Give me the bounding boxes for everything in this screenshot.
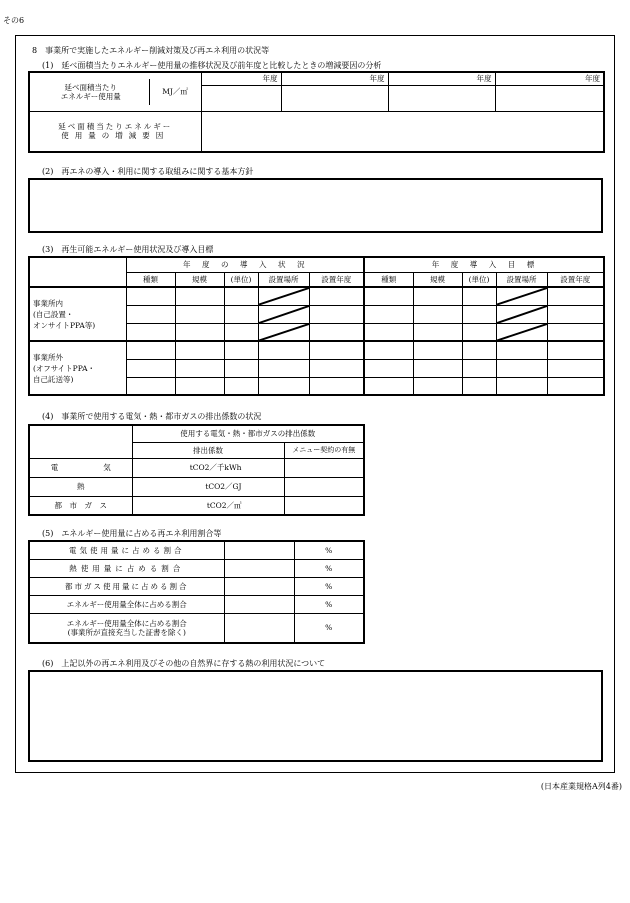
- s3-group-current: 年 度 の 導 入 状 況: [126, 257, 364, 272]
- s3-cell[interactable]: [175, 287, 224, 305]
- s3-cell[interactable]: [547, 305, 604, 323]
- s3-col-type: 種類: [126, 272, 175, 287]
- s5-val-heat[interactable]: [224, 559, 294, 577]
- s3-col-location-t: 設置場所: [496, 272, 547, 287]
- s3-cell[interactable]: [462, 305, 496, 323]
- s3-cell[interactable]: [462, 359, 496, 377]
- s3-cell[interactable]: [258, 359, 309, 377]
- s3-cell[interactable]: [364, 377, 413, 395]
- s5-title: (5) エネルギー使用量に占める再エネ利用割合等: [42, 529, 222, 538]
- s4-unit-electricity[interactable]: tCO2／千kWh: [132, 458, 284, 477]
- s3-cell[interactable]: [364, 323, 413, 341]
- s3-cell[interactable]: [175, 359, 224, 377]
- s4-title: (4) 事業所で使用する電気・熱・都市ガスの排出係数の状況: [42, 412, 262, 421]
- s3-diag-cell: [258, 305, 309, 323]
- s5-pct-electricity: %: [294, 541, 364, 559]
- s3-onsite-l3: オンサイトPPA等): [33, 320, 96, 330]
- s3-cell[interactable]: [126, 377, 175, 395]
- s3-cell[interactable]: [175, 323, 224, 341]
- s1-row1-label-l2: エネルギー使用量: [60, 91, 121, 101]
- s3-cell[interactable]: [224, 305, 258, 323]
- s4-unit-citygas[interactable]: tCO2／㎥: [132, 496, 284, 515]
- s3-cell[interactable]: [462, 287, 496, 305]
- s1-table: [28, 71, 605, 153]
- s3-cell[interactable]: [175, 341, 224, 359]
- s3-cell[interactable]: [175, 305, 224, 323]
- s3-onsite-l2: (自己設置・: [33, 309, 74, 319]
- s4-table: [28, 424, 365, 516]
- s2-policy-box[interactable]: [28, 178, 603, 233]
- s6-title: (6) 上記以外の再エネ利用及びその他の自然界に存する熱の利用状況について: [42, 659, 326, 668]
- s5-total-excl-l1: エネルギー使用量全体に占める割合: [66, 618, 187, 628]
- s3-col-unit: (単位): [224, 272, 258, 287]
- s6-usage-box[interactable]: [28, 670, 603, 762]
- s3-cell[interactable]: [496, 377, 547, 395]
- s3-table: [28, 256, 605, 396]
- s3-diag-cell: [258, 323, 309, 341]
- s4-menu-citygas[interactable]: [284, 496, 364, 515]
- s3-col-location: 設置場所: [258, 272, 309, 287]
- s3-cell[interactable]: [309, 377, 364, 395]
- s5-pct-citygas: %: [294, 577, 364, 595]
- s3-cell[interactable]: [413, 305, 462, 323]
- s5-row-electricity: 電気使用量に占める割合: [29, 541, 224, 559]
- s4-row-electricity: 電 気: [29, 458, 132, 477]
- s3-row-onsite-label: [29, 287, 126, 341]
- s4-row-citygas: 都 市 ガ ス: [29, 496, 132, 515]
- s3-cell[interactable]: [547, 377, 604, 395]
- s3-cell[interactable]: [309, 341, 364, 359]
- s3-cell[interactable]: [413, 323, 462, 341]
- s2-title: (2) 再エネの導入・利用に関する取組みに関する基本方針: [42, 167, 254, 176]
- s5-table: [28, 540, 365, 644]
- s1-row2-label: [29, 111, 201, 152]
- s3-cell[interactable]: [547, 359, 604, 377]
- s3-cell[interactable]: [224, 341, 258, 359]
- s3-cell[interactable]: [126, 359, 175, 377]
- s1-factor-analysis[interactable]: [201, 111, 604, 152]
- s3-cell[interactable]: [309, 323, 364, 341]
- s4-col-factor: 排出係数: [132, 442, 284, 458]
- s3-cell[interactable]: [126, 323, 175, 341]
- s4-menu-electricity[interactable]: [284, 458, 364, 477]
- s4-col-menu: メニュー契約の有無: [284, 442, 364, 458]
- footer-note: (日本産業規格A列4番): [540, 782, 622, 791]
- s1-val-4[interactable]: [495, 85, 604, 111]
- s3-col-unit-t: (単位): [462, 272, 496, 287]
- s3-cell[interactable]: [309, 287, 364, 305]
- s3-onsite-l1: 事業所内: [33, 298, 63, 308]
- s3-offsite-l1: 事業所外: [33, 352, 63, 362]
- s3-cell[interactable]: [547, 341, 604, 359]
- s3-offsite-l2: (オフサイトPPA・: [33, 363, 95, 373]
- s5-row-total-excl: [29, 613, 224, 643]
- s3-col-year-t: 設置年度: [547, 272, 604, 287]
- s1-val-1[interactable]: [201, 85, 281, 111]
- s3-cell[interactable]: [413, 377, 462, 395]
- s1-row2-label-l1: 延べ面積当たりエネルギー: [58, 122, 173, 132]
- s1-row1-unit: MJ／㎡: [149, 79, 201, 105]
- s5-row-heat: 熱使用量に占める割合: [29, 559, 224, 577]
- s3-cell[interactable]: [364, 359, 413, 377]
- s3-cell[interactable]: [224, 377, 258, 395]
- s1-year-1: 年度: [201, 72, 281, 85]
- s3-cell[interactable]: [462, 323, 496, 341]
- s4-corner: [29, 425, 132, 458]
- s3-cell[interactable]: [309, 359, 364, 377]
- s5-row-total: エネルギー使用量全体に占める割合: [29, 595, 224, 613]
- s1-title: (1) 延べ面積当たりエネルギー使用量の推移状況及び前年度と比較したときの増減要因の分析: [42, 61, 382, 70]
- s3-title: (3) 再生可能エネルギー使用状況及び導入目標: [42, 245, 214, 254]
- s3-col-year: 設置年度: [309, 272, 364, 287]
- s5-pct-heat: %: [294, 559, 364, 577]
- s5-pct-total: %: [294, 595, 364, 613]
- s3-row-offsite-label: [29, 341, 126, 395]
- s3-cell[interactable]: [309, 305, 364, 323]
- s5-total-excl-l2: (事業所が直接充当した証書を除く): [67, 627, 186, 637]
- s3-cell[interactable]: [175, 377, 224, 395]
- s3-cell[interactable]: [126, 287, 175, 305]
- s1-val-2[interactable]: [281, 85, 388, 111]
- s3-col-scale-t: 規模: [413, 272, 462, 287]
- s5-val-total[interactable]: [224, 595, 294, 613]
- s1-row1-label: [29, 72, 201, 111]
- s5-val-total-excl[interactable]: [224, 613, 294, 643]
- s3-cell[interactable]: [126, 341, 175, 359]
- s3-cell[interactable]: [413, 359, 462, 377]
- s3-cell[interactable]: [462, 377, 496, 395]
- s1-val-3[interactable]: [388, 85, 495, 111]
- s3-diag-cell: [496, 305, 547, 323]
- s3-diag-cell: [258, 287, 309, 305]
- s4-unit-heat[interactable]: tCO2／GJ: [132, 477, 284, 496]
- s3-cell[interactable]: [462, 341, 496, 359]
- s3-cell[interactable]: [224, 287, 258, 305]
- s3-cell[interactable]: [547, 323, 604, 341]
- s3-diag-cell: [496, 323, 547, 341]
- s1-year-4: 年度: [495, 72, 604, 85]
- s5-val-citygas[interactable]: [224, 577, 294, 595]
- s4-header: 使用する電気・熱・都市ガスの排出係数: [132, 425, 364, 442]
- s3-cell[interactable]: [126, 305, 175, 323]
- s3-cell[interactable]: [364, 305, 413, 323]
- s3-cell[interactable]: [496, 359, 547, 377]
- s3-cell[interactable]: [413, 287, 462, 305]
- s1-year-3: 年度: [388, 72, 495, 85]
- s3-cell[interactable]: [547, 287, 604, 305]
- s3-cell[interactable]: [258, 377, 309, 395]
- s5-pct-total-excl: %: [294, 613, 364, 643]
- s3-cell[interactable]: [364, 287, 413, 305]
- s3-corner: [29, 257, 126, 287]
- s4-menu-heat[interactable]: [284, 477, 364, 496]
- s3-diag-cell: [496, 287, 547, 305]
- s1-row1-label-l1: 延べ面積当たり: [64, 82, 118, 92]
- s3-group-target: 年 度 導 入 目 標: [364, 257, 604, 272]
- s3-col-type-t: 種類: [364, 272, 413, 287]
- s1-year-2: 年度: [281, 72, 388, 85]
- s3-cell[interactable]: [413, 341, 462, 359]
- s5-row-citygas: 都市ガス使用量に占める割合: [29, 577, 224, 595]
- s3-cell[interactable]: [258, 341, 309, 359]
- s3-cell[interactable]: [496, 341, 547, 359]
- s3-cell[interactable]: [364, 341, 413, 359]
- section-title: 8 事業所で実施したエネルギー削減対策及び再エネ利用の状況等: [32, 46, 270, 55]
- page-label: その6: [3, 16, 25, 25]
- s3-offsite-l3: 自己託送等): [33, 374, 74, 384]
- s3-col-scale: 規模: [175, 272, 224, 287]
- s1-row2-label-l2: 使用量の増減要因: [61, 131, 170, 141]
- s3-cell[interactable]: [224, 359, 258, 377]
- s4-row-heat: 熱: [29, 477, 132, 496]
- s3-cell[interactable]: [224, 323, 258, 341]
- s5-val-electricity[interactable]: [224, 541, 294, 559]
